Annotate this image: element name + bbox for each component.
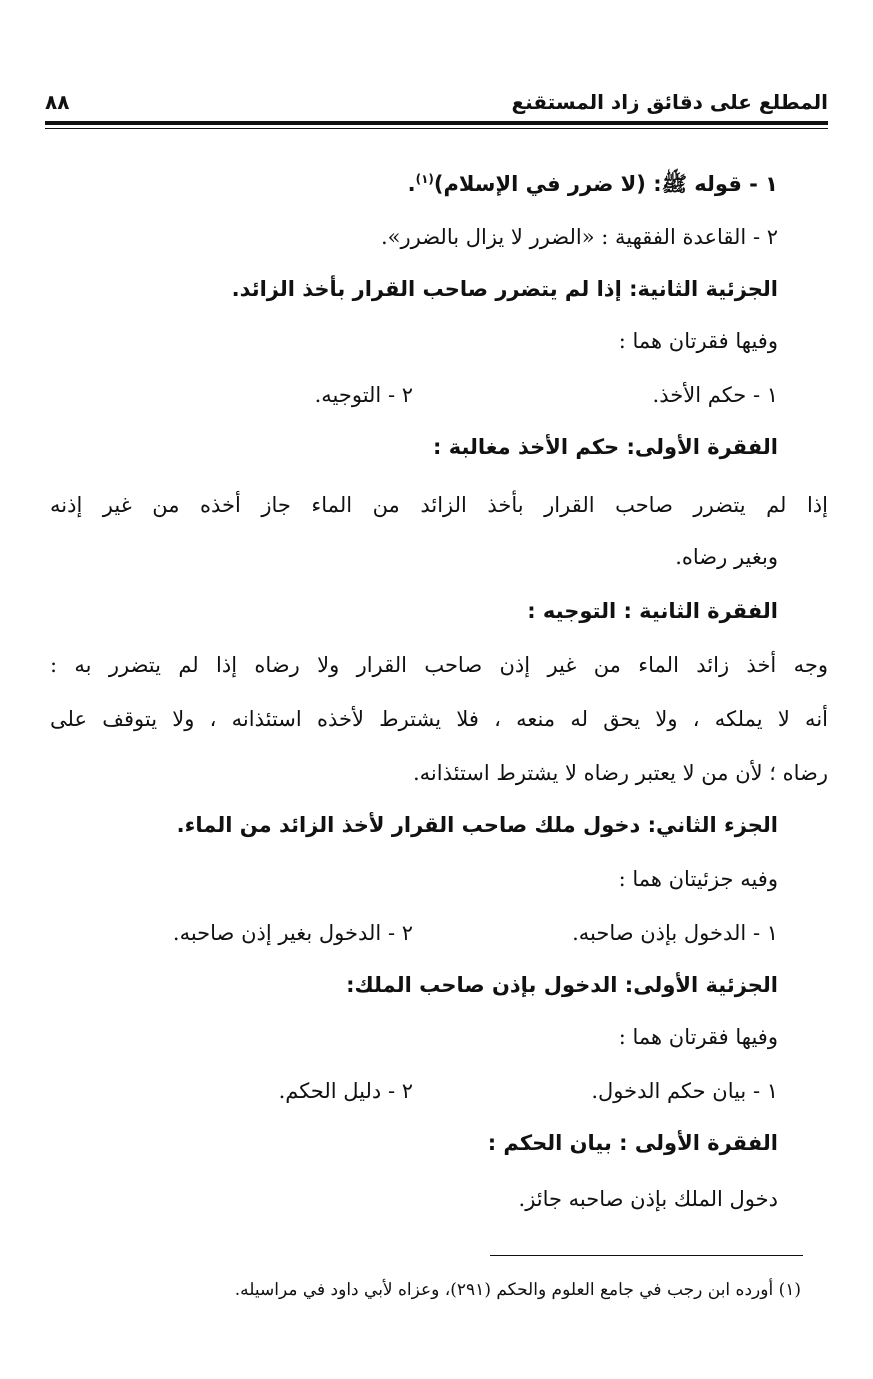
text-line-12: رضاه ؛ لأن من لا يعتبر رضاه لا يشترط استئذانه. (413, 761, 828, 785)
text-line-11: أنه لا يملكه ، ولا يحق له منعه ، فلا يشترط لأخذه استئذانه ، ولا يتوقف على (50, 707, 828, 731)
header-rule-thin (45, 128, 828, 129)
page-header (45, 90, 828, 118)
sentence-end: . (407, 172, 416, 196)
list-item-1: ١ - حكم الأخذ. (652, 383, 778, 407)
text-line-8: وبغير رضاه. (675, 545, 778, 569)
list-item-2: ٢ - الدخول بغير إذن صاحبه. (172, 921, 413, 945)
evidence-hadith: ١ - قوله ﷺ: (لا ضرر في الإسلام) (433, 172, 778, 196)
page-number: ٨٨ (45, 90, 70, 114)
paragraph-heading: الفقرة الأولى : بيان الحكم : (487, 1131, 778, 1155)
subsection-heading: الجزئية الأولى: الدخول بإذن صاحب الملك: (346, 973, 778, 997)
text-line-7: إذا لم يتضرر صاحب القرار بأخذ الزائد من الماء جاز أخذه من غير إذنه (50, 493, 828, 517)
text-line-2: ٢ - القاعدة الفقهية : «الضرر لا يزال بالضرر». (380, 225, 778, 249)
running-title: المطلع على دقائق زاد المستقنع (511, 90, 828, 114)
header-rule-thick (45, 121, 828, 125)
text-line-1 (408, 164, 778, 199)
list-item-1: ١ - الدخول بإذن صاحبه. (572, 921, 778, 945)
footnote-marker: (١) (415, 172, 434, 186)
text-line-14: وفيه جزئيتان هما : (618, 867, 778, 891)
footnote-text: (١) أورده ابن رجب في جامع العلوم والحكم (٢٩١)، وعزاه لأبي داود في مراسيله. (234, 1280, 801, 1300)
text-line-17: وفيها فقرتان هما : (618, 1025, 778, 1049)
footnote-separator (490, 1255, 803, 1256)
section-heading: الجزء الثاني: دخول ملك صاحب القرار لأخذ الزائد من الماء. (176, 813, 778, 837)
list-item-2: ٢ - دليل الحكم. (278, 1079, 413, 1103)
text-line-20: دخول الملك بإذن صاحبه جائز. (518, 1187, 778, 1211)
paragraph-heading: الفقرة الثانية : التوجيه : (527, 599, 778, 623)
paragraph-heading: الفقرة الأولى: حكم الأخذ مغالبة : (433, 435, 778, 459)
text-line-10: وجه أخذ زائد الماء من غير إذن صاحب القرار ولا رضاه إذا لم يتضرر به : (50, 653, 828, 677)
list-item-1: ١ - بيان حكم الدخول. (591, 1079, 778, 1103)
list-item-2: ٢ - التوجيه. (314, 383, 413, 407)
text-line-4: وفيها فقرتان هما : (618, 329, 778, 353)
subsection-heading: الجزئية الثانية: إذا لم يتضرر صاحب القرار بأخذ الزائد. (231, 277, 778, 301)
